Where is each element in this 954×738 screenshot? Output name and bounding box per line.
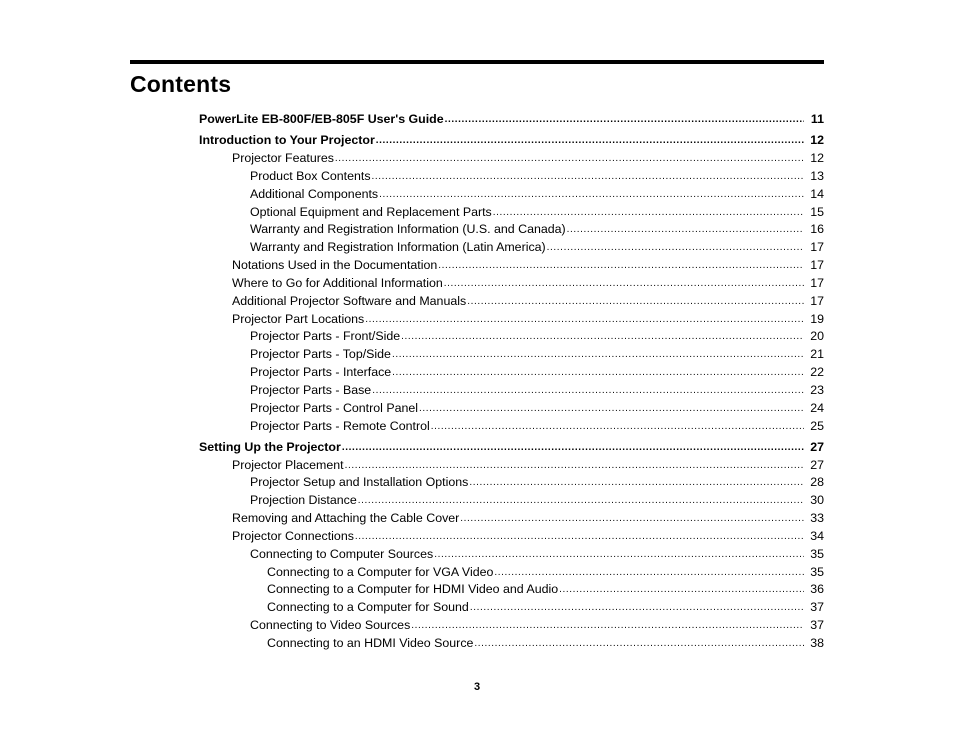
page-title: Contents [130, 71, 232, 97]
toc-entry-page: 33 [810, 511, 824, 525]
toc-dot-leader [434, 548, 804, 562]
toc-entry-label: Product Box Contents [250, 169, 371, 183]
toc-entry-label: Notations Used in the Documentation [232, 258, 438, 272]
toc-entry-page: 28 [810, 475, 824, 489]
toc-entry-label: Projector Parts - Remote Control [250, 419, 430, 433]
toc-dot-leader [379, 188, 804, 202]
toc-dot-leader [559, 583, 804, 597]
toc-dot-leader [355, 530, 804, 544]
toc-dot-leader [474, 637, 804, 651]
toc-entry[interactable] [250, 202, 824, 220]
toc-dot-leader [438, 259, 804, 273]
toc-dot-leader [460, 512, 804, 526]
toc-entry-label: Projector Parts - Base [250, 383, 372, 397]
toc-entry[interactable] [250, 326, 824, 344]
toc-entry-label: PowerLite EB-800F/EB-805F User's Guide [199, 112, 444, 126]
page-number: 3 [473, 681, 481, 693]
toc-dot-leader [547, 241, 804, 255]
toc-entry-label: Introduction to Your Projector [199, 133, 375, 147]
toc-entry-page: 12 [810, 133, 824, 147]
toc-entry-label: Warranty and Registration Information (Latin America) [250, 240, 546, 254]
toc-dot-leader [358, 494, 804, 508]
toc-dot-leader [467, 295, 804, 309]
toc-dot-leader [444, 277, 804, 291]
toc-entry-page: 37 [810, 618, 824, 632]
toc-entry-label: Projector Parts - Control Panel [250, 401, 419, 415]
toc-entry-page: 36 [810, 582, 824, 596]
toc-entry-page: 21 [810, 347, 824, 361]
toc-entry-label: Connecting to a Computer for Sound [267, 600, 469, 614]
toc-entry[interactable] [232, 291, 824, 309]
toc-entry-page: 13 [810, 169, 824, 183]
toc-entry[interactable] [267, 597, 824, 615]
toc-entry-label: Projector Features [232, 151, 334, 165]
toc-entry[interactable] [232, 309, 824, 327]
toc-entry-label: Warranty and Registration Information (U.S. and Canada) [250, 222, 566, 236]
toc-entry-label: Connecting to Computer Sources [250, 547, 434, 561]
toc-dot-leader [372, 170, 804, 184]
toc-entry-page: 17 [810, 240, 824, 254]
toc-entry-page: 19 [810, 312, 824, 326]
toc-dot-leader [376, 134, 804, 148]
toc-entry[interactable] [267, 562, 824, 580]
toc-entry-label: Projector Parts - Front/Side [250, 329, 401, 343]
toc-entry-page: 17 [810, 258, 824, 272]
toc-entry[interactable] [250, 416, 824, 434]
toc-dot-leader [445, 113, 804, 127]
toc-entry[interactable] [232, 508, 824, 526]
toc-entry-label: Projection Distance [250, 493, 357, 507]
toc-entry-label: Additional Projector Software and Manuals [232, 294, 467, 308]
toc-entry[interactable] [250, 490, 824, 508]
toc-entry[interactable] [232, 455, 824, 473]
toc-entry-page: 25 [810, 419, 824, 433]
toc-entry[interactable] [250, 615, 824, 633]
toc-entry[interactable] [267, 633, 824, 651]
toc-entry-page: 37 [810, 600, 824, 614]
toc-entry[interactable] [250, 237, 824, 255]
toc-entry-page: 23 [810, 383, 824, 397]
toc-entry[interactable] [250, 362, 824, 380]
toc-dot-leader [494, 566, 804, 580]
toc-entry-label: Connecting to a Computer for VGA Video [267, 565, 494, 579]
toc-dot-leader [470, 601, 804, 615]
toc-entry[interactable] [250, 398, 824, 416]
toc-entry-page: 24 [810, 401, 824, 415]
toc-entry[interactable] [250, 219, 824, 237]
toc-entry-page: 15 [810, 205, 824, 219]
toc-entry-label: Projector Placement [232, 458, 344, 472]
toc-entry-page: 35 [810, 547, 824, 561]
toc-entry-label: Projector Parts - Top/Side [250, 347, 391, 361]
toc-entry-label: Where to Go for Additional Information [232, 276, 443, 290]
toc-entry[interactable] [232, 273, 824, 291]
toc-dot-leader [411, 619, 804, 633]
toc-entry[interactable] [250, 166, 824, 184]
toc-entry-page: 11 [810, 112, 824, 126]
toc-entry-page: 38 [810, 636, 824, 650]
toc-dot-leader [372, 384, 804, 398]
toc-entry-page: 30 [810, 493, 824, 507]
toc-entry-label: Connecting to an HDMI Video Source [267, 636, 474, 650]
toc-dot-leader [392, 366, 804, 380]
toc-entry-page: 16 [810, 222, 824, 236]
toc-dot-leader [392, 348, 804, 362]
toc-dot-leader [431, 420, 804, 434]
toc-chapter-entry[interactable] [199, 437, 824, 455]
toc-entry-label: Additional Components [250, 187, 379, 201]
toc-entry[interactable] [250, 344, 824, 362]
toc-dot-leader [365, 313, 804, 327]
toc-entry-label: Projector Connections [232, 529, 354, 543]
toc-entry-label: Projector Part Locations [232, 312, 365, 326]
toc-entry[interactable] [250, 544, 824, 562]
toc-dot-leader [567, 223, 804, 237]
toc-entry[interactable] [250, 184, 824, 202]
toc-chapter-entry[interactable] [199, 130, 824, 148]
toc-dot-leader [335, 152, 804, 166]
toc-entry-label: Projector Setup and Installation Options [250, 475, 469, 489]
toc-chapter-entry[interactable] [199, 109, 824, 127]
toc-dot-leader [401, 330, 804, 344]
toc-entry-page: 20 [810, 329, 824, 343]
toc-entry-label: Optional Equipment and Replacement Parts [250, 205, 492, 219]
toc-entry[interactable] [250, 472, 824, 490]
toc-entry-page: 22 [810, 365, 824, 379]
toc-entry-label: Removing and Attaching the Cable Cover [232, 511, 460, 525]
toc-dot-leader [345, 459, 804, 473]
toc-entry-label: Connecting to Video Sources [250, 618, 411, 632]
toc-entry[interactable] [267, 579, 824, 597]
toc-entry-label: Connecting to a Computer for HDMI Video and Audio [267, 582, 559, 596]
toc-entry-page: 35 [810, 565, 824, 579]
toc-entry[interactable] [232, 255, 824, 273]
toc-entry-page: 27 [810, 458, 824, 472]
toc-entry-label: Setting Up the Projector [199, 440, 341, 454]
toc-dot-leader [493, 206, 804, 220]
toc-entry-label: Projector Parts - Interface [250, 365, 392, 379]
toc-entry-page: 17 [810, 276, 824, 290]
toc-entry-page: 12 [810, 151, 824, 165]
toc-entry-page: 14 [810, 187, 824, 201]
toc-dot-leader [419, 402, 804, 416]
toc-entry-page: 27 [810, 440, 824, 454]
toc-entry[interactable] [250, 380, 824, 398]
toc-dot-leader [469, 476, 804, 490]
toc-entry[interactable] [232, 526, 824, 544]
toc-entry[interactable] [232, 148, 824, 166]
toc-dot-leader [342, 441, 804, 455]
toc-entry-page: 34 [810, 529, 824, 543]
toc-entry-page: 17 [810, 294, 824, 308]
